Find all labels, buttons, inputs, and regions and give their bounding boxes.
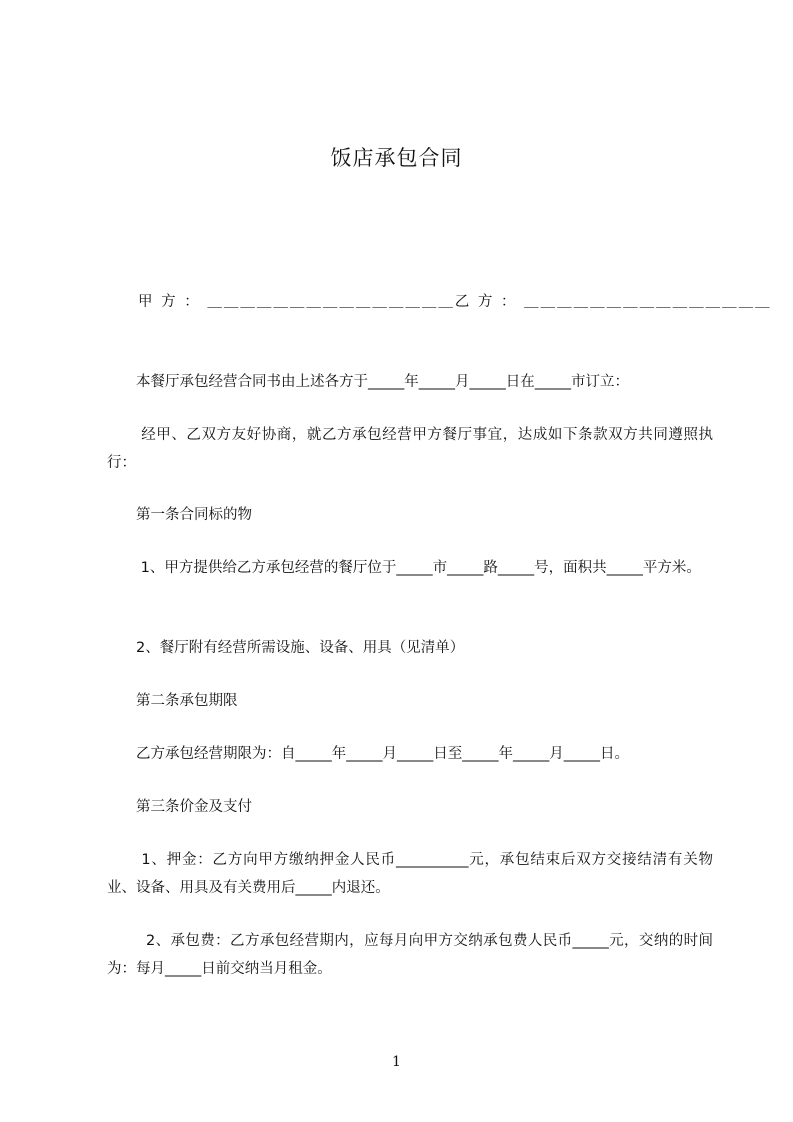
article-1-clause-2: 2、餐厅附有经营所需设施、设备、用具（见清单）	[136, 640, 465, 656]
article-1-heading: 第一条合同标的物	[136, 507, 252, 523]
article-2-clause: 乙方承包经营期限为：自_____年_____月_____日至_____年_____月_____日。	[136, 746, 629, 762]
article-1-clause-1: 1、甲方提供给乙方承包经营的餐厅位于_____市_____路_____号，面积共_____平方米。	[136, 560, 701, 576]
article-2-heading: 第二条承包期限	[136, 693, 238, 709]
article-3-clause-2: 2、承包费：乙方承包经营期内，应每月向甲方交纳承包费人民币_____元，交纳的时间为：每月_____日前交纳当月租金。	[107, 933, 713, 977]
parties-line: 甲 方 ： ＿＿＿＿＿＿＿＿＿＿＿＿＿＿＿乙 方 ： ＿＿＿＿＿＿＿＿＿＿＿＿＿＿＿	[138, 294, 772, 310]
document-title: 饭店承包合同	[330, 146, 463, 170]
article-3-heading: 第三条价金及支付	[136, 799, 252, 815]
paragraph-preamble: 经甲、乙双方友好协商，就乙方承包经营甲方餐厅事宜，达成如下条款双方共同遵照执行：	[107, 427, 714, 471]
article-3-clause-1: 1、押金：乙方向甲方缴纳押金人民币__________元，承包结束后双方交接结清有关物业、设备、用具及有关费用后_____内退还。	[107, 852, 714, 896]
paragraph-signing: 本餐厅承包经营合同书由上述各方于_____年_____月_____日在_____市订立：	[136, 374, 629, 390]
page-number: 1	[392, 1054, 401, 1070]
